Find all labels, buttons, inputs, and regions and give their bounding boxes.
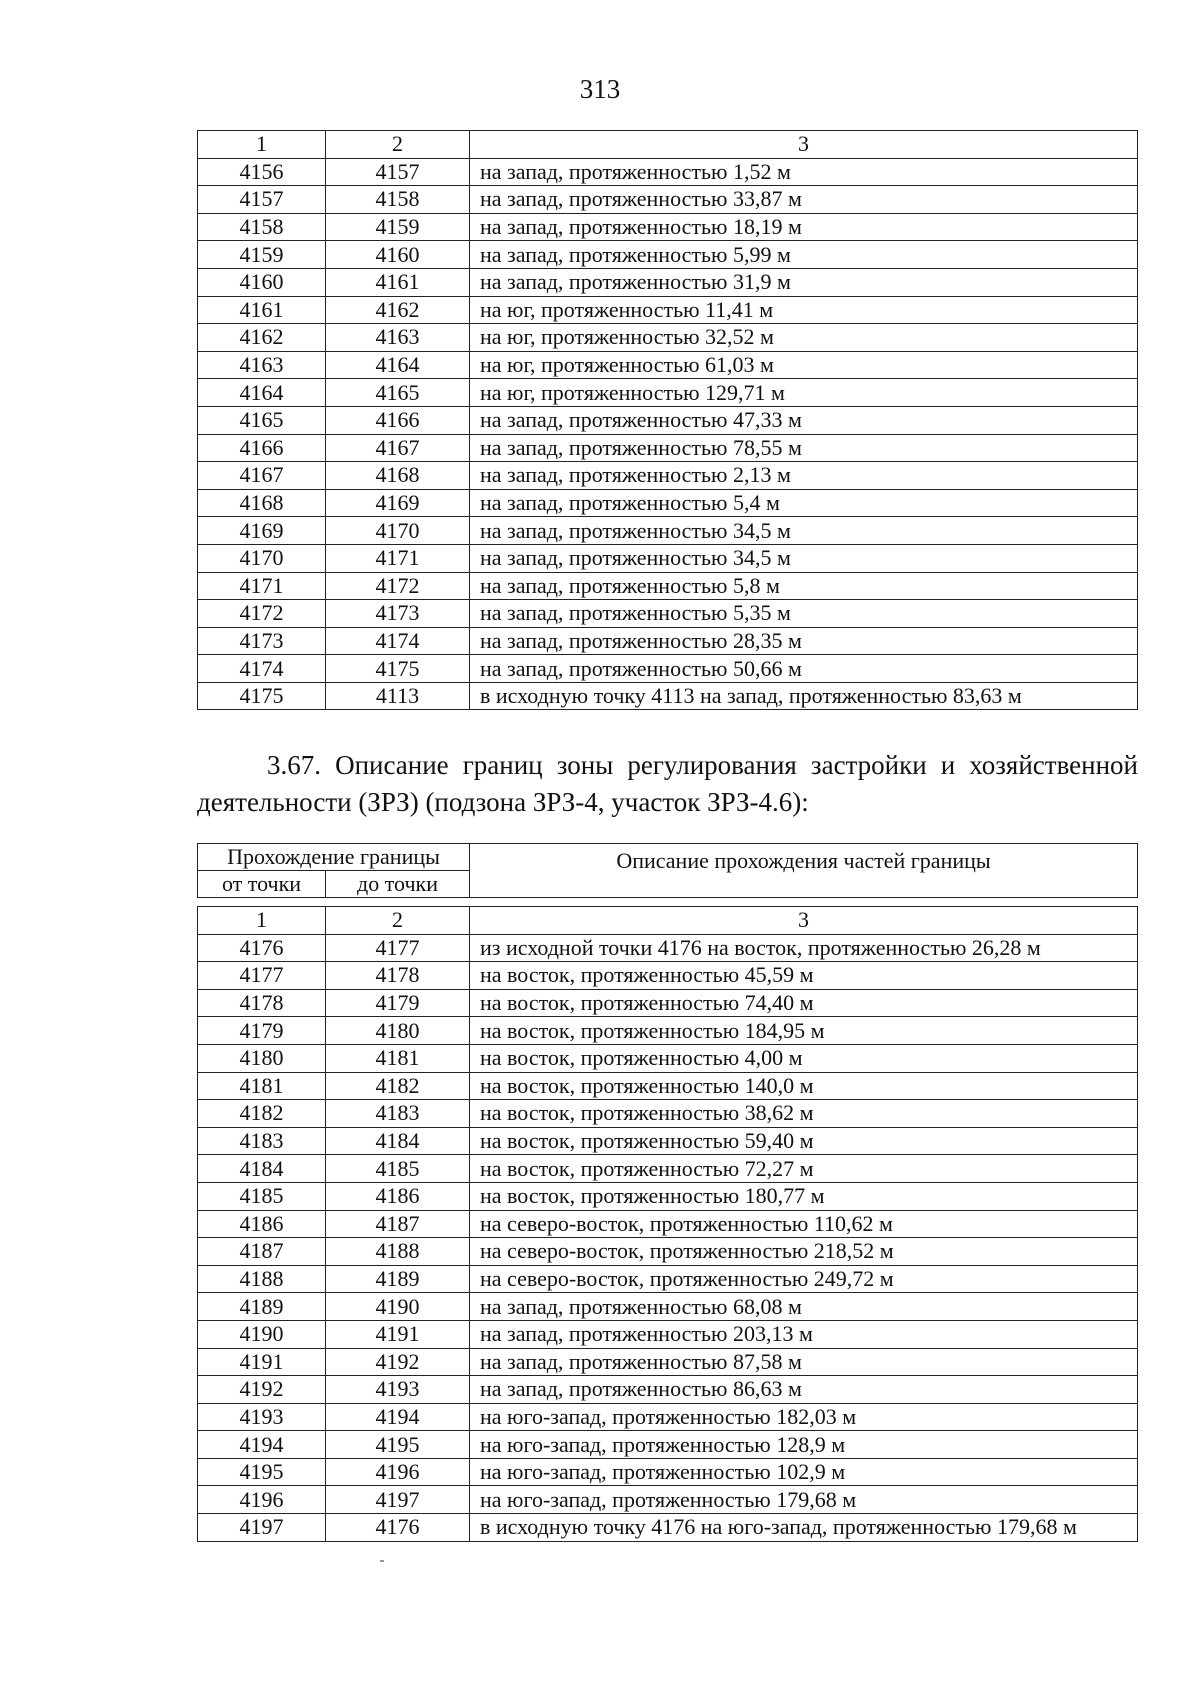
table-row [198,434,1138,462]
from-point-cell: 4183 [198,1127,326,1155]
description-cell: на запад, протяженностью 5,4 м [470,489,1138,517]
description-cell: на запад, протяженностью 34,5 м [470,544,1138,572]
table-row [198,324,1138,352]
to-point-cell: 4190 [326,1293,470,1321]
header-row-1 [198,844,1138,871]
from-point-cell: 4191 [198,1348,326,1376]
table-row [198,600,1138,628]
boundary-table-1 [197,130,1138,710]
scan-speck [380,1560,384,1562]
table-row [198,379,1138,407]
table-row [198,1238,1138,1266]
description-cell: на запад, протяженностью 5,35 м [470,600,1138,628]
to-point-cell: 4193 [326,1376,470,1404]
to-point-cell: 4182 [326,1072,470,1100]
description-cell: на запад, протяженностью 1,52 м [470,158,1138,186]
header-description: Описание прохождения частей границы [470,844,1138,898]
description-cell: на запад, протяженностью 50,66 м [470,655,1138,683]
table-row [198,1320,1138,1348]
from-point-cell: 4166 [198,434,326,462]
description-cell: на северо-восток, протяженностью 218,52 м [470,1238,1138,1266]
to-point-cell: 4196 [326,1458,470,1486]
to-point-cell: 4179 [326,989,470,1017]
table-row [198,213,1138,241]
description-cell: на запад, протяженностью 203,13 м [470,1320,1138,1348]
table-row [198,1486,1138,1514]
description-cell: на юг, протяженностью 129,71 м [470,379,1138,407]
table-row [198,1431,1138,1459]
table-row [198,517,1138,545]
from-point-cell: 4179 [198,1017,326,1045]
table-row [198,1376,1138,1404]
boundary-table-2 [197,906,1138,1542]
from-point-cell: 4190 [198,1320,326,1348]
table-row [198,989,1138,1017]
to-point-cell: 4173 [326,600,470,628]
from-point-cell: 4195 [198,1458,326,1486]
from-point-cell: 4186 [198,1210,326,1238]
description-cell: на запад, протяженностью 87,58 м [470,1348,1138,1376]
description-cell: на северо-восток, протяженностью 249,72 м [470,1265,1138,1293]
column-number-row [198,131,1138,159]
table-row [198,962,1138,990]
description-cell: в исходную точку 4176 на юго-запад, протяженностью 179,68 м [470,1514,1138,1542]
description-cell: на запад, протяженностью 47,33 м [470,406,1138,434]
to-point-cell: 4176 [326,1514,470,1542]
description-cell: на запад, протяженностью 31,9 м [470,268,1138,296]
from-point-cell: 4185 [198,1182,326,1210]
from-point-cell: 4174 [198,655,326,683]
from-point-cell: 4181 [198,1072,326,1100]
from-point-cell: 4196 [198,1486,326,1514]
table-row [198,406,1138,434]
to-point-cell: 4177 [326,934,470,962]
description-cell: на восток, протяженностью 180,77 м [470,1182,1138,1210]
to-point-cell: 4157 [326,158,470,186]
from-point-cell: 4177 [198,962,326,990]
table-row [198,1265,1138,1293]
from-point-cell: 4171 [198,572,326,600]
from-point-cell: 4157 [198,186,326,214]
description-cell: на восток, протяженностью 72,27 м [470,1155,1138,1183]
from-point-cell: 4184 [198,1155,326,1183]
from-point-cell: 4189 [198,1293,326,1321]
from-point-cell: 4170 [198,544,326,572]
from-point-cell: 4193 [198,1403,326,1431]
to-point-cell: 4188 [326,1238,470,1266]
description-cell: на запад, протяженностью 18,19 м [470,213,1138,241]
column-number-1: 1 [198,131,326,159]
from-point-cell: 4162 [198,324,326,352]
from-point-cell: 4187 [198,1238,326,1266]
from-point-cell: 4159 [198,241,326,269]
section-title-text: 3.67. Описание границ зоны регулирования застройки и хозяйственной деятельности (ЗРЗ) (подзона ЗРЗ-4, участок ЗРЗ-4.6): [197,750,1138,817]
table-row [198,1155,1138,1183]
description-cell: на юго-запад, протяженностью 182,03 м [470,1403,1138,1431]
from-point-cell: 4197 [198,1514,326,1542]
to-point-cell: 4195 [326,1431,470,1459]
from-point-cell: 4164 [198,379,326,407]
header-to-point: до точки [326,871,470,898]
to-point-cell: 4165 [326,379,470,407]
column-number-2: 2 [326,907,470,935]
from-point-cell: 4158 [198,213,326,241]
description-cell: на восток, протяженностью 45,59 м [470,962,1138,990]
to-point-cell: 4168 [326,462,470,490]
description-cell: на запад, протяженностью 78,55 м [470,434,1138,462]
description-cell: на юго-запад, протяженностью 102,9 м [470,1458,1138,1486]
from-point-cell: 4156 [198,158,326,186]
description-cell: на восток, протяженностью 140,0 м [470,1072,1138,1100]
table-row [198,1348,1138,1376]
from-point-cell: 4180 [198,1044,326,1072]
table-row [198,296,1138,324]
description-cell: на юго-запад, протяженностью 128,9 м [470,1431,1138,1459]
to-point-cell: 4194 [326,1403,470,1431]
to-point-cell: 4181 [326,1044,470,1072]
column-number-3: 3 [470,907,1138,935]
to-point-cell: 4167 [326,434,470,462]
description-cell: на юг, протяженностью 11,41 м [470,296,1138,324]
table-row [198,627,1138,655]
to-point-cell: 4189 [326,1265,470,1293]
description-cell: на запад, протяженностью 28,35 м [470,627,1138,655]
table-row [198,1182,1138,1210]
to-point-cell: 4159 [326,213,470,241]
from-point-cell: 4172 [198,600,326,628]
to-point-cell: 4172 [326,572,470,600]
to-point-cell: 4191 [326,1320,470,1348]
column-number-row [198,907,1138,935]
to-point-cell: 4175 [326,655,470,683]
from-point-cell: 4160 [198,268,326,296]
table-row [198,1100,1138,1128]
column-number-3: 3 [470,131,1138,159]
from-point-cell: 4175 [198,682,326,710]
to-point-cell: 4113 [326,682,470,710]
from-point-cell: 4176 [198,934,326,962]
from-point-cell: 4178 [198,989,326,1017]
table-row [198,1210,1138,1238]
from-point-cell: 4161 [198,296,326,324]
from-point-cell: 4169 [198,517,326,545]
table-row [198,1017,1138,1045]
description-cell: на восток, протяженностью 4,00 м [470,1044,1138,1072]
description-cell: на запад, протяженностью 2,13 м [470,462,1138,490]
description-cell: на восток, протяженностью 59,40 м [470,1127,1138,1155]
description-cell: на запад, протяженностью 5,99 м [470,241,1138,269]
to-point-cell: 4187 [326,1210,470,1238]
from-point-cell: 4165 [198,406,326,434]
to-point-cell: 4158 [326,186,470,214]
table-row [198,351,1138,379]
description-cell: на запад, протяженностью 86,63 м [470,1376,1138,1404]
page-number: 313 [579,74,621,104]
to-point-cell: 4166 [326,406,470,434]
to-point-cell: 4197 [326,1486,470,1514]
description-cell: на юг, протяженностью 32,52 м [470,324,1138,352]
table-row [198,462,1138,490]
from-point-cell: 4163 [198,351,326,379]
from-point-cell: 4188 [198,1265,326,1293]
to-point-cell: 4185 [326,1155,470,1183]
to-point-cell: 4178 [326,962,470,990]
boundary-table-2-header [197,843,1138,898]
to-point-cell: 4162 [326,296,470,324]
table-row [198,158,1138,186]
to-point-cell: 4170 [326,517,470,545]
to-point-cell: 4171 [326,544,470,572]
table-row [198,1458,1138,1486]
to-point-cell: 4192 [326,1348,470,1376]
description-cell: на восток, протяженностью 38,62 м [470,1100,1138,1128]
table-row [198,934,1138,962]
table-row [198,268,1138,296]
description-cell: на запад, протяженностью 33,87 м [470,186,1138,214]
section-title [197,747,1138,821]
to-point-cell: 4160 [326,241,470,269]
table-row [198,186,1138,214]
table-row [198,572,1138,600]
boundary-table-1-body [198,131,1138,710]
to-point-cell: 4174 [326,627,470,655]
description-cell: на запад, протяженностью 68,08 м [470,1293,1138,1321]
description-cell: на восток, протяженностью 74,40 м [470,989,1138,1017]
table-row [198,682,1138,710]
from-point-cell: 4182 [198,1100,326,1128]
to-point-cell: 4183 [326,1100,470,1128]
header-from-point: от точки [198,871,326,898]
table-row [198,544,1138,572]
description-cell: на запад, протяженностью 34,5 м [470,517,1138,545]
description-cell: на юго-запад, протяженностью 179,68 м [470,1486,1138,1514]
from-point-cell: 4167 [198,462,326,490]
table-row [198,1514,1138,1542]
table-row [198,489,1138,517]
to-point-cell: 4164 [326,351,470,379]
table-row [198,1127,1138,1155]
from-point-cell: 4194 [198,1431,326,1459]
to-point-cell: 4184 [326,1127,470,1155]
table-row [198,1403,1138,1431]
from-point-cell: 4192 [198,1376,326,1404]
column-number-1: 1 [198,907,326,935]
to-point-cell: 4161 [326,268,470,296]
header-passage: Прохождение границы [198,844,470,871]
to-point-cell: 4180 [326,1017,470,1045]
column-number-2: 2 [326,131,470,159]
description-cell: из исходной точки 4176 на восток, протяженностью 26,28 м [470,934,1138,962]
description-cell: на северо-восток, протяженностью 110,62 м [470,1210,1138,1238]
table-row [198,655,1138,683]
to-point-cell: 4169 [326,489,470,517]
table-row [198,1072,1138,1100]
description-cell: на запад, протяженностью 5,8 м [470,572,1138,600]
table-row [198,1044,1138,1072]
description-cell: в исходную точку 4113 на запад, протяженностью 83,63 м [470,682,1138,710]
from-point-cell: 4173 [198,627,326,655]
table-row [198,241,1138,269]
description-cell: на восток, протяженностью 184,95 м [470,1017,1138,1045]
to-point-cell: 4163 [326,324,470,352]
from-point-cell: 4168 [198,489,326,517]
to-point-cell: 4186 [326,1182,470,1210]
description-cell: на юг, протяженностью 61,03 м [470,351,1138,379]
table-row [198,1293,1138,1321]
boundary-table-2-body [198,907,1138,1542]
